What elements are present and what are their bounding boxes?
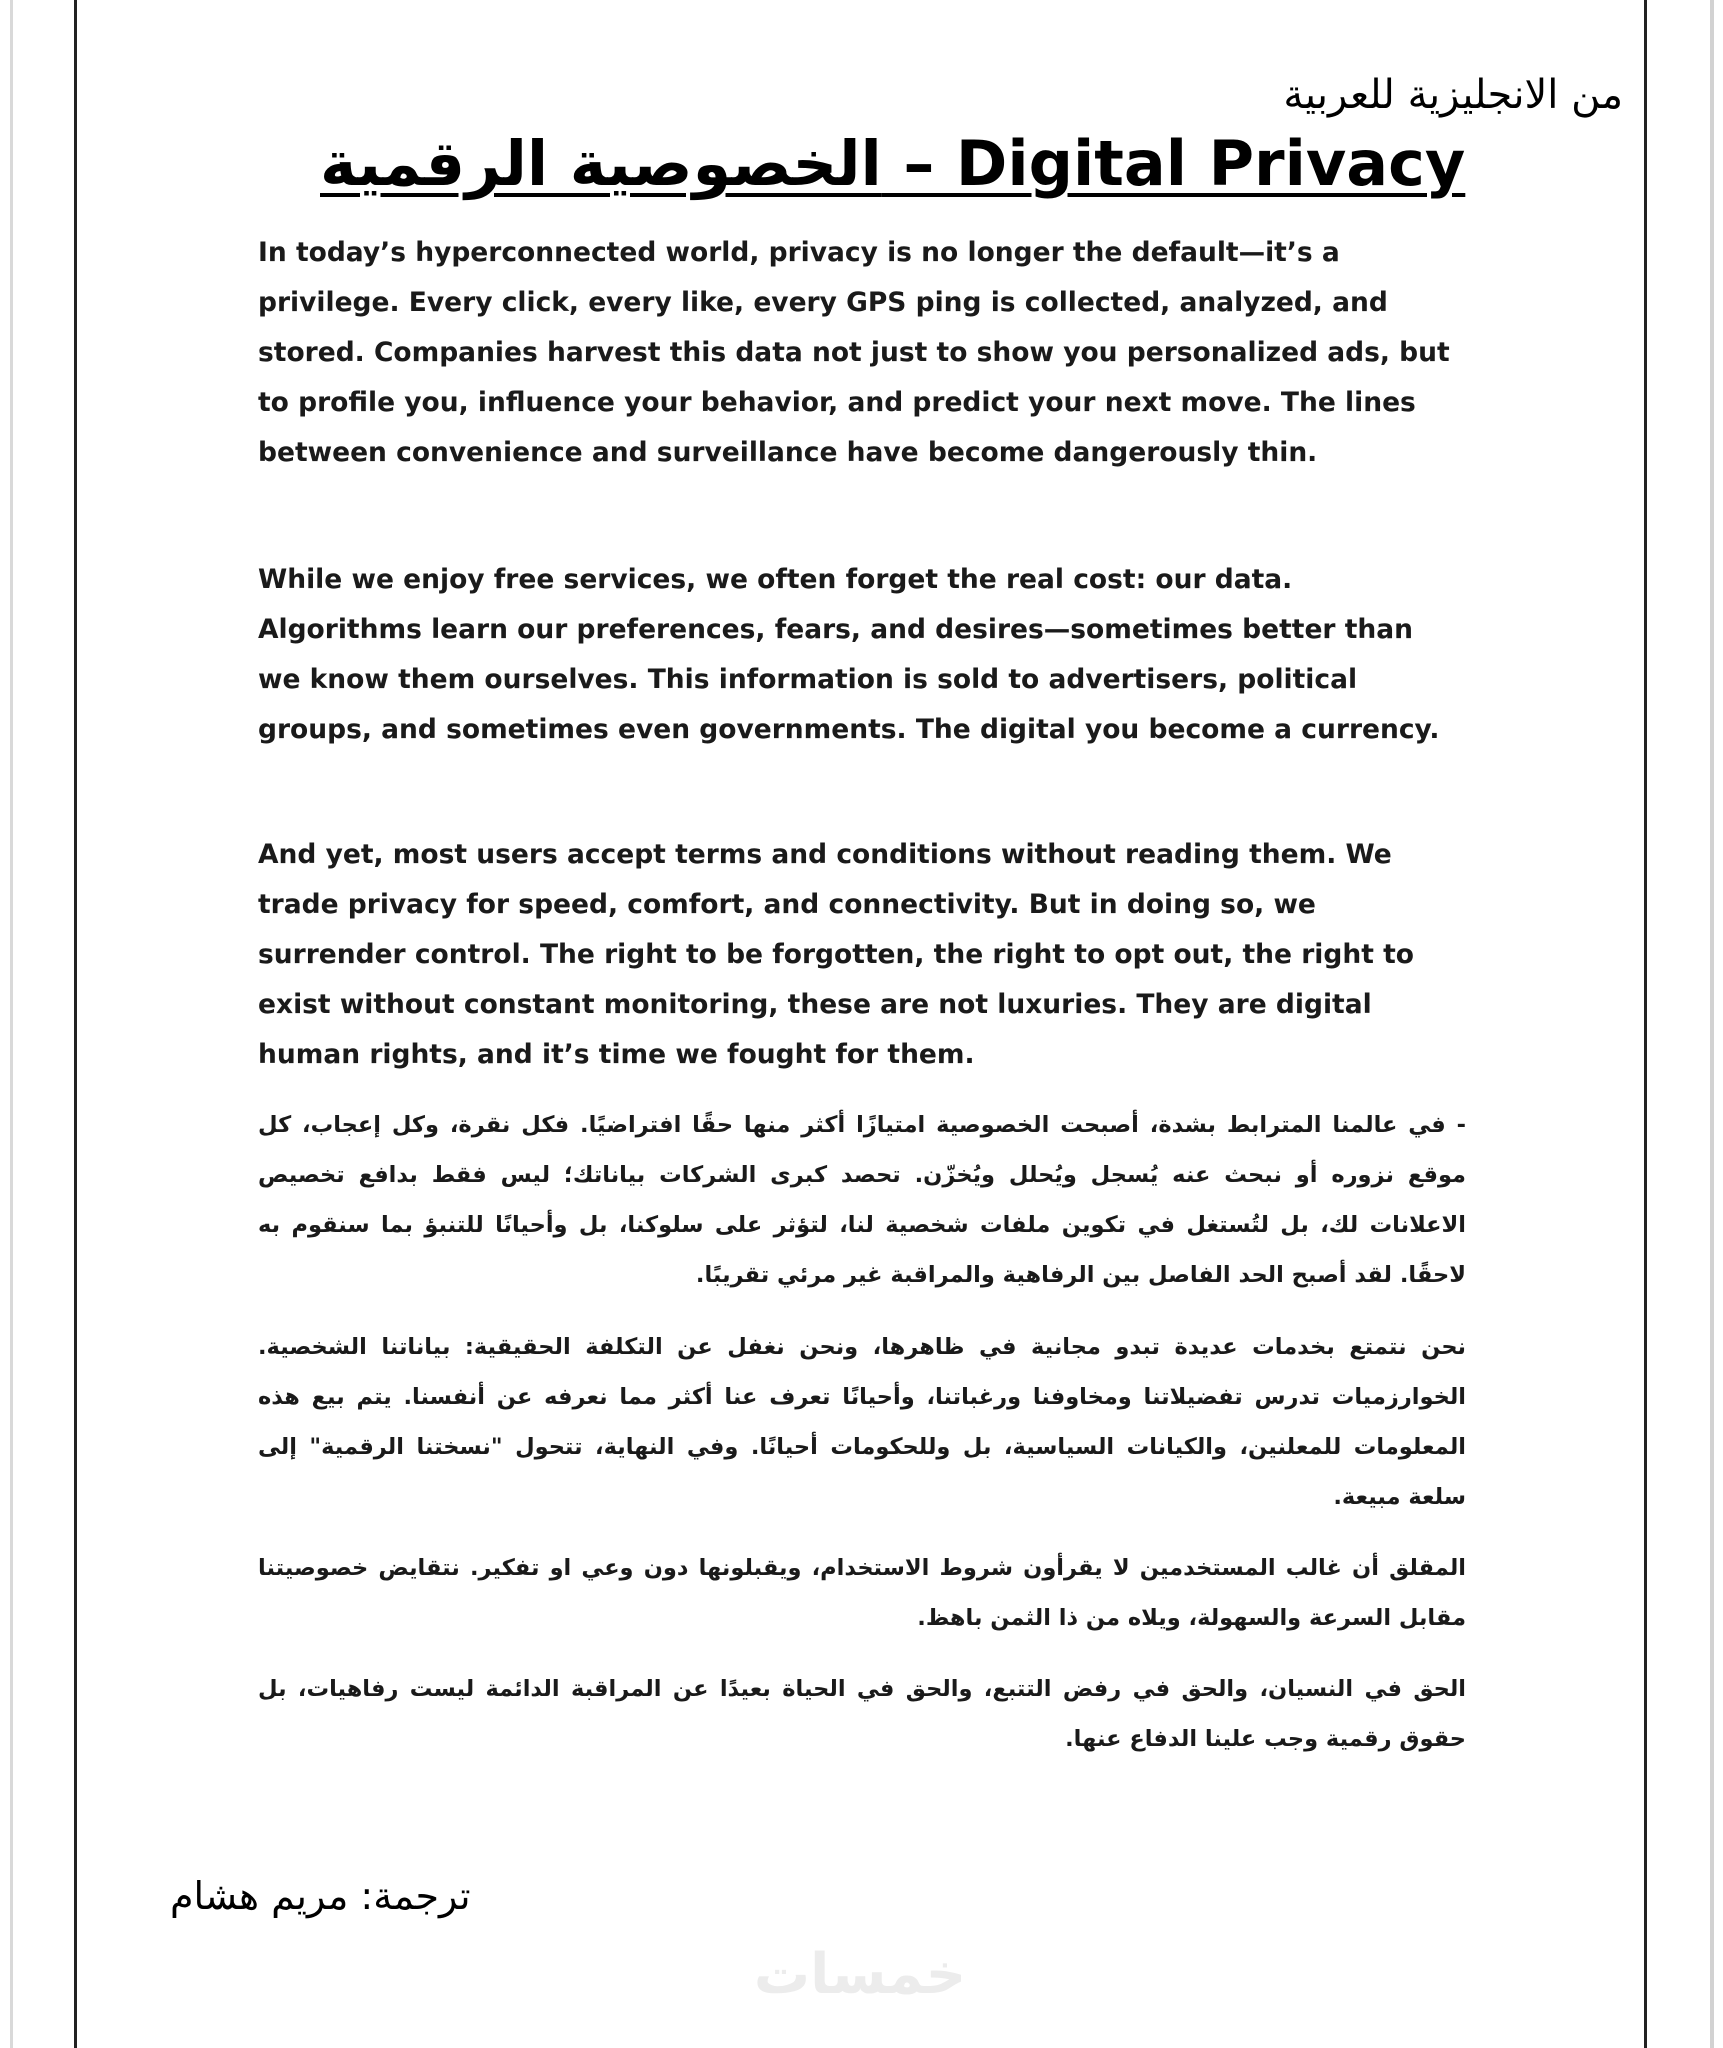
arabic-paragraph-2: نحن نتمتع بخدمات عديدة تبدو مجانية في ظاهرها، ونحن نغفل عن التكلفة الحقيقية: بياناتنا الشخصية. الخوارزميات تدرس تفضيلاتنا ومخاوفنا ورغباتنا، وأحيانًا تعرف عنا أكثر مما نعرفه عن أنفسنا. يتم بيع هذه المعلومات للمعلنين، والكيانات السياسية، بل وللحكومات أحيانًا. وفي النهاية، تتحول "نسختنا الرقمية" إلى سلعة مبيعة.: [258, 1334, 1466, 1510]
scan-edge-left: [10, 0, 13, 2048]
english-paragraph-3: And yet, most users accept terms and conditions without reading them. We trade privacy for speed, comfort, and connectivity. But in doing so, we surrender control. The right to be forgotten, the right to opt out, the right to exist without constant monitoring, these are not luxuries. They are digital human rights, and it’s time we fought for them.: [258, 839, 1414, 1070]
arabic-paragraph-4: الحق في النسيان، والحق في رفض التتبع، والحق في الحياة بعيدًا عن المراقبة الدائمة ليست رفاهيات، بل حقوق رقمية وجب علينا الدفاع عنها.: [258, 1676, 1466, 1752]
scan-edge-right: [1710, 0, 1714, 2048]
document-title: الخصوصية الرقمية – Digital Privacy: [320, 127, 1466, 200]
watermark-logo: خمسات: [753, 1942, 967, 2007]
english-paragraph-1: In today’s hyperconnected world, privacy is no longer the default—it’s a privilege. Every click, every like, every GPS ping is collected, analyzed, and stored. Companies harvest this data not just to show you personalized ads, but to profile you, influence your behavior, and predict your next move. The lines between convenience and surveillance have become dangerously thin.: [258, 237, 1450, 468]
translation-direction-label: من الانجليزية للعربية: [1283, 72, 1623, 118]
translator-credit: ترجمة: مريم هشام: [170, 1874, 471, 1918]
english-paragraph-2: While we enjoy free services, we often forget the real cost: our data. Algorithms learn our preferences, fears, and desires—sometimes better than we know them ourselves. This information is sold to advertisers, political groups, and sometimes even governments. The digital you become a currency.: [258, 564, 1440, 745]
arabic-paragraph-1: - في عالمنا المترابط بشدة، أصبحت الخصوصية امتيازًا أكثر منها حقًا افتراضيًا. فكل نقرة، وكل إعجاب، كل موقع نزوره أو نبحث عنه يُسجل ويُحلل ويُخزّن. تحصد كبرى الشركات بياناتك؛ ليس فقط بدافع تخصيص الاعلانات لك، بل لتُستغل في تكوين ملفات شخصية لنا، لتؤثر على سلوكنا، بل وأحيانًا للتنبؤ بما سنقوم به لاحقًا. لقد أصبح الحد الفاصل بين الرفاهية والمراقبة غير مرئي تقريبًا.: [258, 1112, 1466, 1288]
arabic-paragraph-3: المقلق أن غالب المستخدمين لا يقرأون شروط الاستخدام، ويقبلونها دون وعي او تفكير. نتقايض خصوصيتنا مقابل السرعة والسهولة، ويلاه من ذا الثمن باهظ.: [258, 1555, 1466, 1631]
